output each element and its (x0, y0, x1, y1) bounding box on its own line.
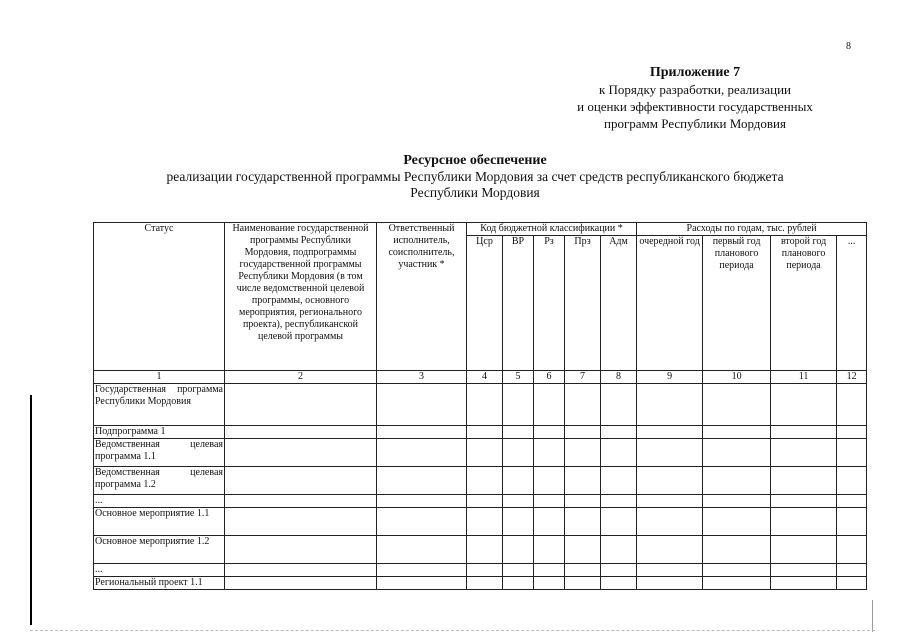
table-cell (601, 536, 637, 564)
column-number: 3 (377, 371, 467, 384)
table-cell (601, 467, 637, 495)
table-cell (534, 439, 565, 467)
table-cell (225, 384, 377, 426)
column-number: 12 (837, 371, 867, 384)
table-cell (534, 508, 565, 536)
row-status: Государственная программа Республики Мордовия (94, 384, 225, 426)
table-cell (771, 564, 837, 577)
table-cell (601, 439, 637, 467)
table-cell (534, 426, 565, 439)
table-cell (703, 536, 771, 564)
table-cell (601, 426, 637, 439)
table-cell (637, 495, 703, 508)
table-cell (637, 536, 703, 564)
table-cell (565, 564, 601, 577)
table-cell (771, 508, 837, 536)
table-cell (534, 495, 565, 508)
table-cell (703, 467, 771, 495)
appendix-title: Приложение 7 (649, 65, 741, 80)
scan-edge-right (872, 600, 873, 632)
table-cell (503, 467, 534, 495)
row-status: Региональный проект 1.1 (94, 577, 225, 590)
row-status: Подпрограмма 1 (94, 426, 225, 439)
page-number: 8 (846, 41, 851, 52)
column-number: 2 (225, 371, 377, 384)
table-cell (771, 426, 837, 439)
table-cell (703, 577, 771, 590)
table-cell (703, 426, 771, 439)
appendix-header (500, 64, 890, 132)
header-name: Наименование государственной программы Республики Мордовия, подпрограммы государственной программы Республики Мордовия (в том числе ведомственной целевой программы, основного мероприятия, регионального проекта), республиканской целевой программы (225, 223, 377, 371)
scan-edge-bottom (30, 630, 875, 631)
table-cell (503, 564, 534, 577)
table-cell (601, 495, 637, 508)
table-cell (703, 384, 771, 426)
row-status: Ведомственная целевая программа 1.2 (94, 467, 225, 495)
table-cell (837, 426, 867, 439)
header-budget-code-group: Код бюджетной классификации * (467, 223, 637, 236)
table-cell (703, 495, 771, 508)
header-year-more: ... (837, 236, 867, 371)
column-number: 4 (467, 371, 503, 384)
header-code-adm: Адм (601, 236, 637, 371)
table-cell (565, 439, 601, 467)
table-cell (377, 564, 467, 577)
table-cell (377, 439, 467, 467)
row-status: ... (94, 564, 225, 577)
header-code-tssr: Цср (467, 236, 503, 371)
table-cell (771, 467, 837, 495)
table-cell (601, 384, 637, 426)
table-cell (837, 508, 867, 536)
table-cell (225, 508, 377, 536)
table-cell (637, 426, 703, 439)
table-cell (637, 467, 703, 495)
row-status: ... (94, 495, 225, 508)
table-cell (637, 384, 703, 426)
row-status: Основное мероприятие 1.1 (94, 508, 225, 536)
table-cell (225, 495, 377, 508)
table-cell (467, 508, 503, 536)
table-cell (637, 564, 703, 577)
table-cell (637, 577, 703, 590)
table-cell (534, 467, 565, 495)
table-cell (601, 577, 637, 590)
table-cell (377, 577, 467, 590)
header-code-prz: Прз (565, 236, 601, 371)
table-cell (467, 495, 503, 508)
table-cell (837, 439, 867, 467)
table-cell (771, 439, 837, 467)
table-cell (565, 467, 601, 495)
table-cell (377, 495, 467, 508)
column-number: 9 (637, 371, 703, 384)
table-cell (377, 536, 467, 564)
table-cell (467, 439, 503, 467)
header-status: Статус (94, 223, 225, 371)
table-cell (703, 564, 771, 577)
resource-table (93, 222, 867, 590)
table-cell (534, 384, 565, 426)
header-expenses-group: Расходы по годам, тыс. рублей (637, 223, 867, 236)
table-cell (377, 384, 467, 426)
header-responsible: Ответственный исполнитель, соисполнитель, участник * (377, 223, 467, 371)
table-cell (837, 577, 867, 590)
table-cell (503, 495, 534, 508)
table-cell (467, 577, 503, 590)
table-cell (601, 564, 637, 577)
document-heading (40, 152, 905, 201)
table-cell (771, 536, 837, 564)
table-cell (503, 439, 534, 467)
header-year-second-plan: второй год планового периода (771, 236, 837, 371)
table-cell (534, 577, 565, 590)
document-title: Ресурсное обеспечение (403, 153, 547, 168)
table-cell (225, 577, 377, 590)
table-cell (503, 536, 534, 564)
table-cell (837, 384, 867, 426)
table-cell (225, 467, 377, 495)
table-cell (503, 384, 534, 426)
table-cell (703, 508, 771, 536)
table-cell (467, 467, 503, 495)
table-cell (771, 495, 837, 508)
document-subtitle-line: Республики Мордовия (410, 185, 540, 200)
table-cell (503, 577, 534, 590)
table-cell (225, 564, 377, 577)
row-status: Ведомственная целевая программа 1.1 (94, 439, 225, 467)
header-code-vr: ВР (503, 236, 534, 371)
table-cell (503, 426, 534, 439)
header-year-first-plan: первый год планового периода (703, 236, 771, 371)
table-cell (467, 536, 503, 564)
document-subtitle-line: реализации государственной программы Республики Мордовия за счет средств республиканского бюджета (166, 169, 784, 184)
table-cell (565, 426, 601, 439)
table-cell (837, 564, 867, 577)
table-cell (377, 426, 467, 439)
table-cell (637, 439, 703, 467)
table-cell (837, 495, 867, 508)
table-cell (377, 467, 467, 495)
header-year-current: очередной год (637, 236, 703, 371)
appendix-line: к Порядку разработки, реализации (598, 82, 792, 97)
table-cell (771, 384, 837, 426)
table-cell (467, 384, 503, 426)
column-number: 6 (534, 371, 565, 384)
row-status: Основное мероприятие 1.2 (94, 536, 225, 564)
table-cell (225, 426, 377, 439)
table-cell (503, 508, 534, 536)
table-cell (565, 508, 601, 536)
table-cell (837, 467, 867, 495)
column-number: 8 (601, 371, 637, 384)
table-cell (703, 439, 771, 467)
table-cell (467, 564, 503, 577)
table-cell (534, 536, 565, 564)
table-cell (225, 536, 377, 564)
table-cell (225, 439, 377, 467)
table-cell (565, 536, 601, 564)
table-cell (565, 384, 601, 426)
table-cell (565, 577, 601, 590)
header-code-rz: Рз (534, 236, 565, 371)
column-number: 7 (565, 371, 601, 384)
appendix-line: программ Республики Мордовия (604, 116, 786, 131)
table-cell (467, 426, 503, 439)
table-cell (837, 536, 867, 564)
scan-edge-left (30, 395, 32, 625)
table-cell (377, 508, 467, 536)
column-number: 5 (503, 371, 534, 384)
table-cell (565, 495, 601, 508)
table-cell (771, 577, 837, 590)
appendix-line: и оценки эффективности государственных (577, 99, 813, 114)
table-cell (637, 508, 703, 536)
table-cell (601, 508, 637, 536)
column-number: 11 (771, 371, 837, 384)
column-number: 1 (94, 371, 225, 384)
column-number: 10 (703, 371, 771, 384)
table-cell (534, 564, 565, 577)
